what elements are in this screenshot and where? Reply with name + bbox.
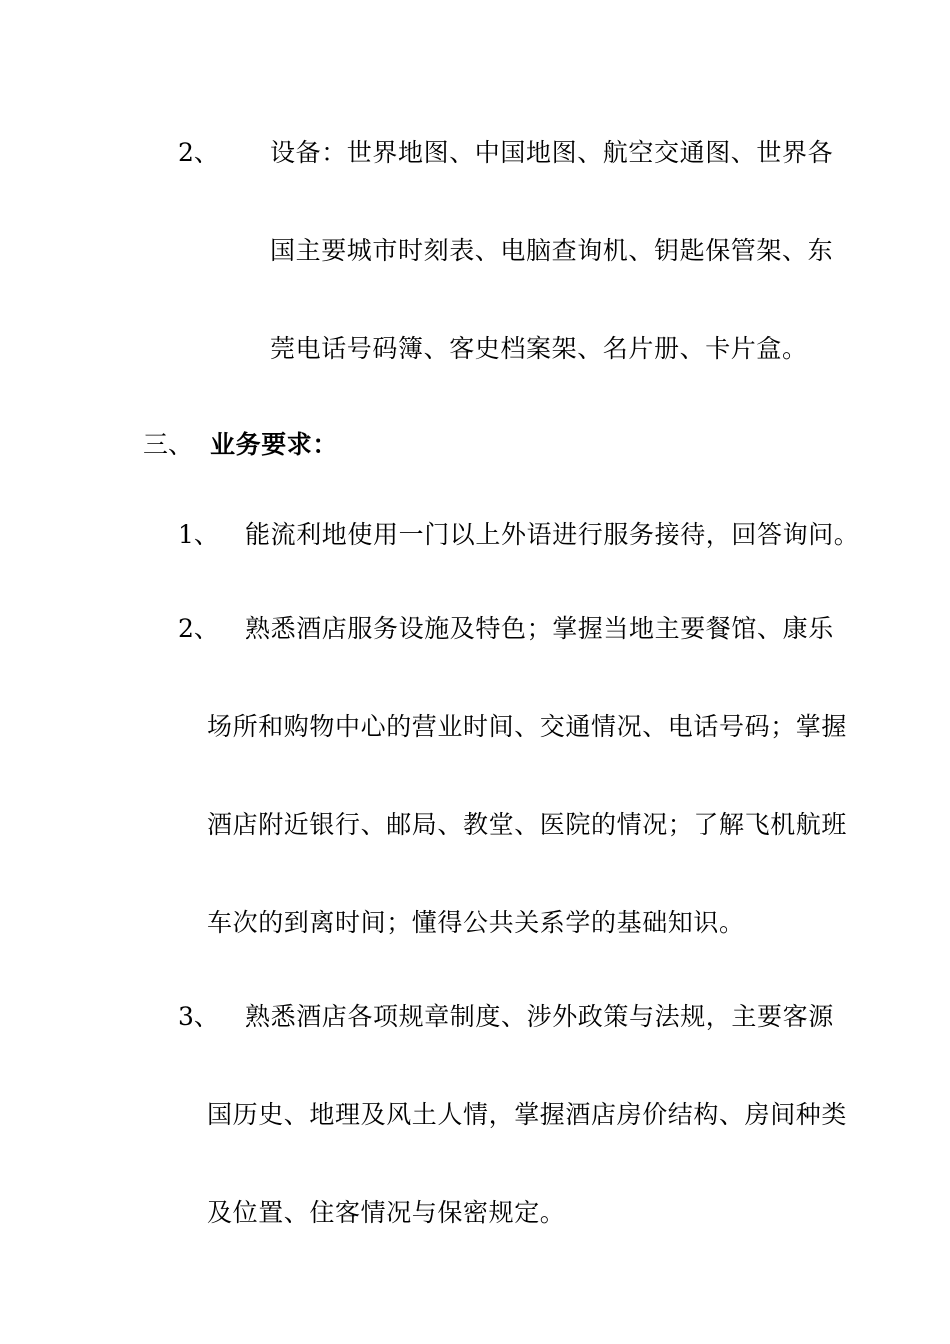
list-item-line: 熟悉酒店各项规章制度、涉外政策与法规，主要客源 bbox=[245, 1002, 834, 1031]
equipment-line: 国主要城市时刻表、电脑查询机、钥匙保管架、东 bbox=[270, 236, 834, 265]
list-item-line: 熟悉酒店服务设施及特色；掌握当地主要餐馆、康乐 bbox=[245, 614, 834, 643]
list-item-line: 及位置、住客情况与保密规定。 bbox=[207, 1198, 566, 1227]
list-item-line: 车次的到离时间；懂得公共关系学的基础知识。 bbox=[207, 908, 745, 937]
list-item-line: 场所和购物中心的营业时间、交通情况、电话号码；掌握 bbox=[207, 712, 848, 741]
section-number: 三、 bbox=[143, 430, 194, 459]
list-item-line: 能流利地使用一门以上外语进行服务接待，回答询问。 bbox=[245, 520, 860, 549]
list-item-number: 2、 bbox=[178, 614, 219, 643]
list-item-number: 1、 bbox=[178, 520, 219, 549]
equipment-line: 设备：世界地图、中国地图、航空交通图、世界各 bbox=[270, 138, 834, 167]
list-item-line: 国历史、地理及风土人情，掌握酒店房价结构、房间种类 bbox=[207, 1100, 848, 1129]
equipment-line: 莞电话号码簿、客史档案架、名片册、卡片盒。 bbox=[270, 334, 808, 363]
list-item-line: 酒店附近银行、邮局、教堂、医院的情况；了解飞机航班 bbox=[207, 810, 848, 839]
section-title: 业务要求： bbox=[210, 430, 339, 459]
list-item-number: 3、 bbox=[178, 1002, 219, 1031]
equipment-number: 2、 bbox=[178, 138, 219, 167]
